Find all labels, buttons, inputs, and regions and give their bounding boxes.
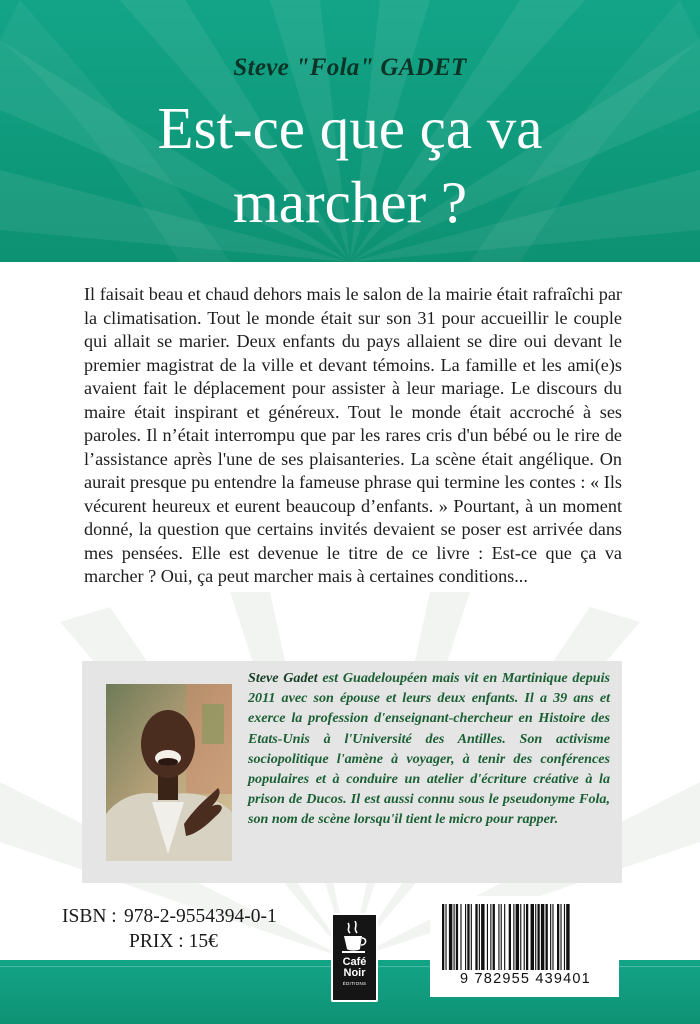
- barcode-bar: [498, 904, 499, 970]
- barcode-bar: [552, 904, 553, 970]
- publisher-name-line-3: ÉDITIONS: [342, 981, 367, 986]
- author-photo: [106, 684, 232, 861]
- author-name: Steve "Fola" GADET: [233, 54, 467, 81]
- book-title-line-2: marcher ?: [232, 169, 468, 235]
- coffee-cup-icon: [342, 921, 367, 953]
- bio-body: est Guadeloupéen mais vit en Martinique depuis 2011 avec son épouse et leurs deux enfants. Il a 39 ans et exerce la profession d'enseignant-chercheur en Histoire des Etats-Unis à l'Université des Antilles. Son activisme sociopolitique l'amène à voyager, à tenir des conférences populaires et à conduire un atelier d'écriture créative à la prison de Ducos. Il est aussi connu sous le pseudonyme Fola, son nom de scène lorsqu'il tient le micro pour rapper.: [248, 670, 610, 828]
- barcode-bar: [546, 904, 548, 970]
- barcode-bar: [566, 904, 569, 970]
- barcode-icon: [440, 904, 610, 972]
- publisher-logo: [331, 913, 378, 1002]
- barcode-bar: [471, 904, 472, 970]
- barcode-bar: [557, 904, 559, 970]
- barcode-bar: [509, 904, 511, 970]
- publisher-name-line-2: Noir: [343, 967, 366, 979]
- barcode-bar: [467, 904, 469, 970]
- barcode-bar: [520, 904, 521, 970]
- barcode-bar: [490, 904, 491, 970]
- price-value: 15€: [188, 931, 218, 952]
- barcode-bar: [550, 904, 551, 970]
- barcode-bar: [481, 904, 484, 970]
- barcode-bar: [541, 904, 544, 970]
- barcode-bar: [449, 904, 452, 970]
- barcode-bar: [535, 904, 536, 970]
- barcode-bar: [479, 904, 480, 970]
- barcode-bar: [487, 904, 488, 970]
- price-label: PRIX :: [129, 931, 184, 952]
- barcode-bar: [560, 904, 561, 970]
- isbn-barcode: [430, 896, 619, 997]
- barcode-bar: [564, 904, 565, 970]
- isbn-label: ISBN :: [62, 906, 117, 927]
- barcode-bar: [454, 904, 455, 970]
- isbn-value: 978-2-9554394-0-1: [124, 906, 277, 927]
- barcode-bar: [475, 904, 477, 970]
- barcode-digits: 9 782955 439401: [460, 971, 591, 987]
- barcode-bar: [445, 904, 446, 970]
- barcode-bar: [526, 904, 528, 970]
- barcode-bar: [442, 904, 444, 970]
- barcode-bar: [531, 904, 534, 970]
- barcode-bar: [456, 904, 458, 970]
- barcode-bar: [513, 904, 514, 970]
- barcode-bar: [524, 904, 525, 970]
- bio-author-name: Steve Gadet: [248, 670, 318, 686]
- barcode-bar: [504, 904, 505, 970]
- cover-header: [0, 0, 700, 262]
- barcode-bar: [537, 904, 539, 970]
- barcode-bar: [460, 904, 461, 970]
- author-bio-text: [248, 668, 610, 830]
- isbn-row: [62, 906, 277, 928]
- barcode-bar: [501, 904, 502, 970]
- back-cover-blurb: Il faisait beau et chaud dehors mais le salon de la mairie était rafraîchi par la climatisation. Tout le monde était sur son 31 pour accueillir le couple qui allait se marier. Deux enfants du pays allaient se dire oui devant le premier magistrat de la ville et devant témoins. La famille et les ami(e)s avaient fait le déplacement pour assister à leur mariage. Le discours du maire était inspirant et généreux. Tout le monde était accroché à ses paroles. Il n’était interrompu que par les rares cris d'un bébé ou le rire de l’assistance après l'une de ses plaisanteries. La scène était angélique. On aurait presque pu entendre la fameuse phrase qui termine les contes : « Ils vécurent heureux et eurent beaucoup d’enfants. » Pourtant, à un moment donné, la question que certains invités devaient se poser est arrivée dans mes pensées. Elle est devenue le titre de ce livre : Est-ce que ça va marcher ? Oui, ça peut marcher mais à certaines conditions...: [84, 284, 622, 586]
- barcode-bar: [493, 904, 495, 970]
- book-title-line-1: Est-ce que ça va: [157, 95, 543, 161]
- price-row: [129, 931, 218, 953]
- publisher-name-line-1: Café: [342, 956, 367, 968]
- barcode-bar: [516, 904, 519, 970]
- author-portrait-icon: [106, 684, 232, 861]
- barcode-bar: [465, 904, 466, 970]
